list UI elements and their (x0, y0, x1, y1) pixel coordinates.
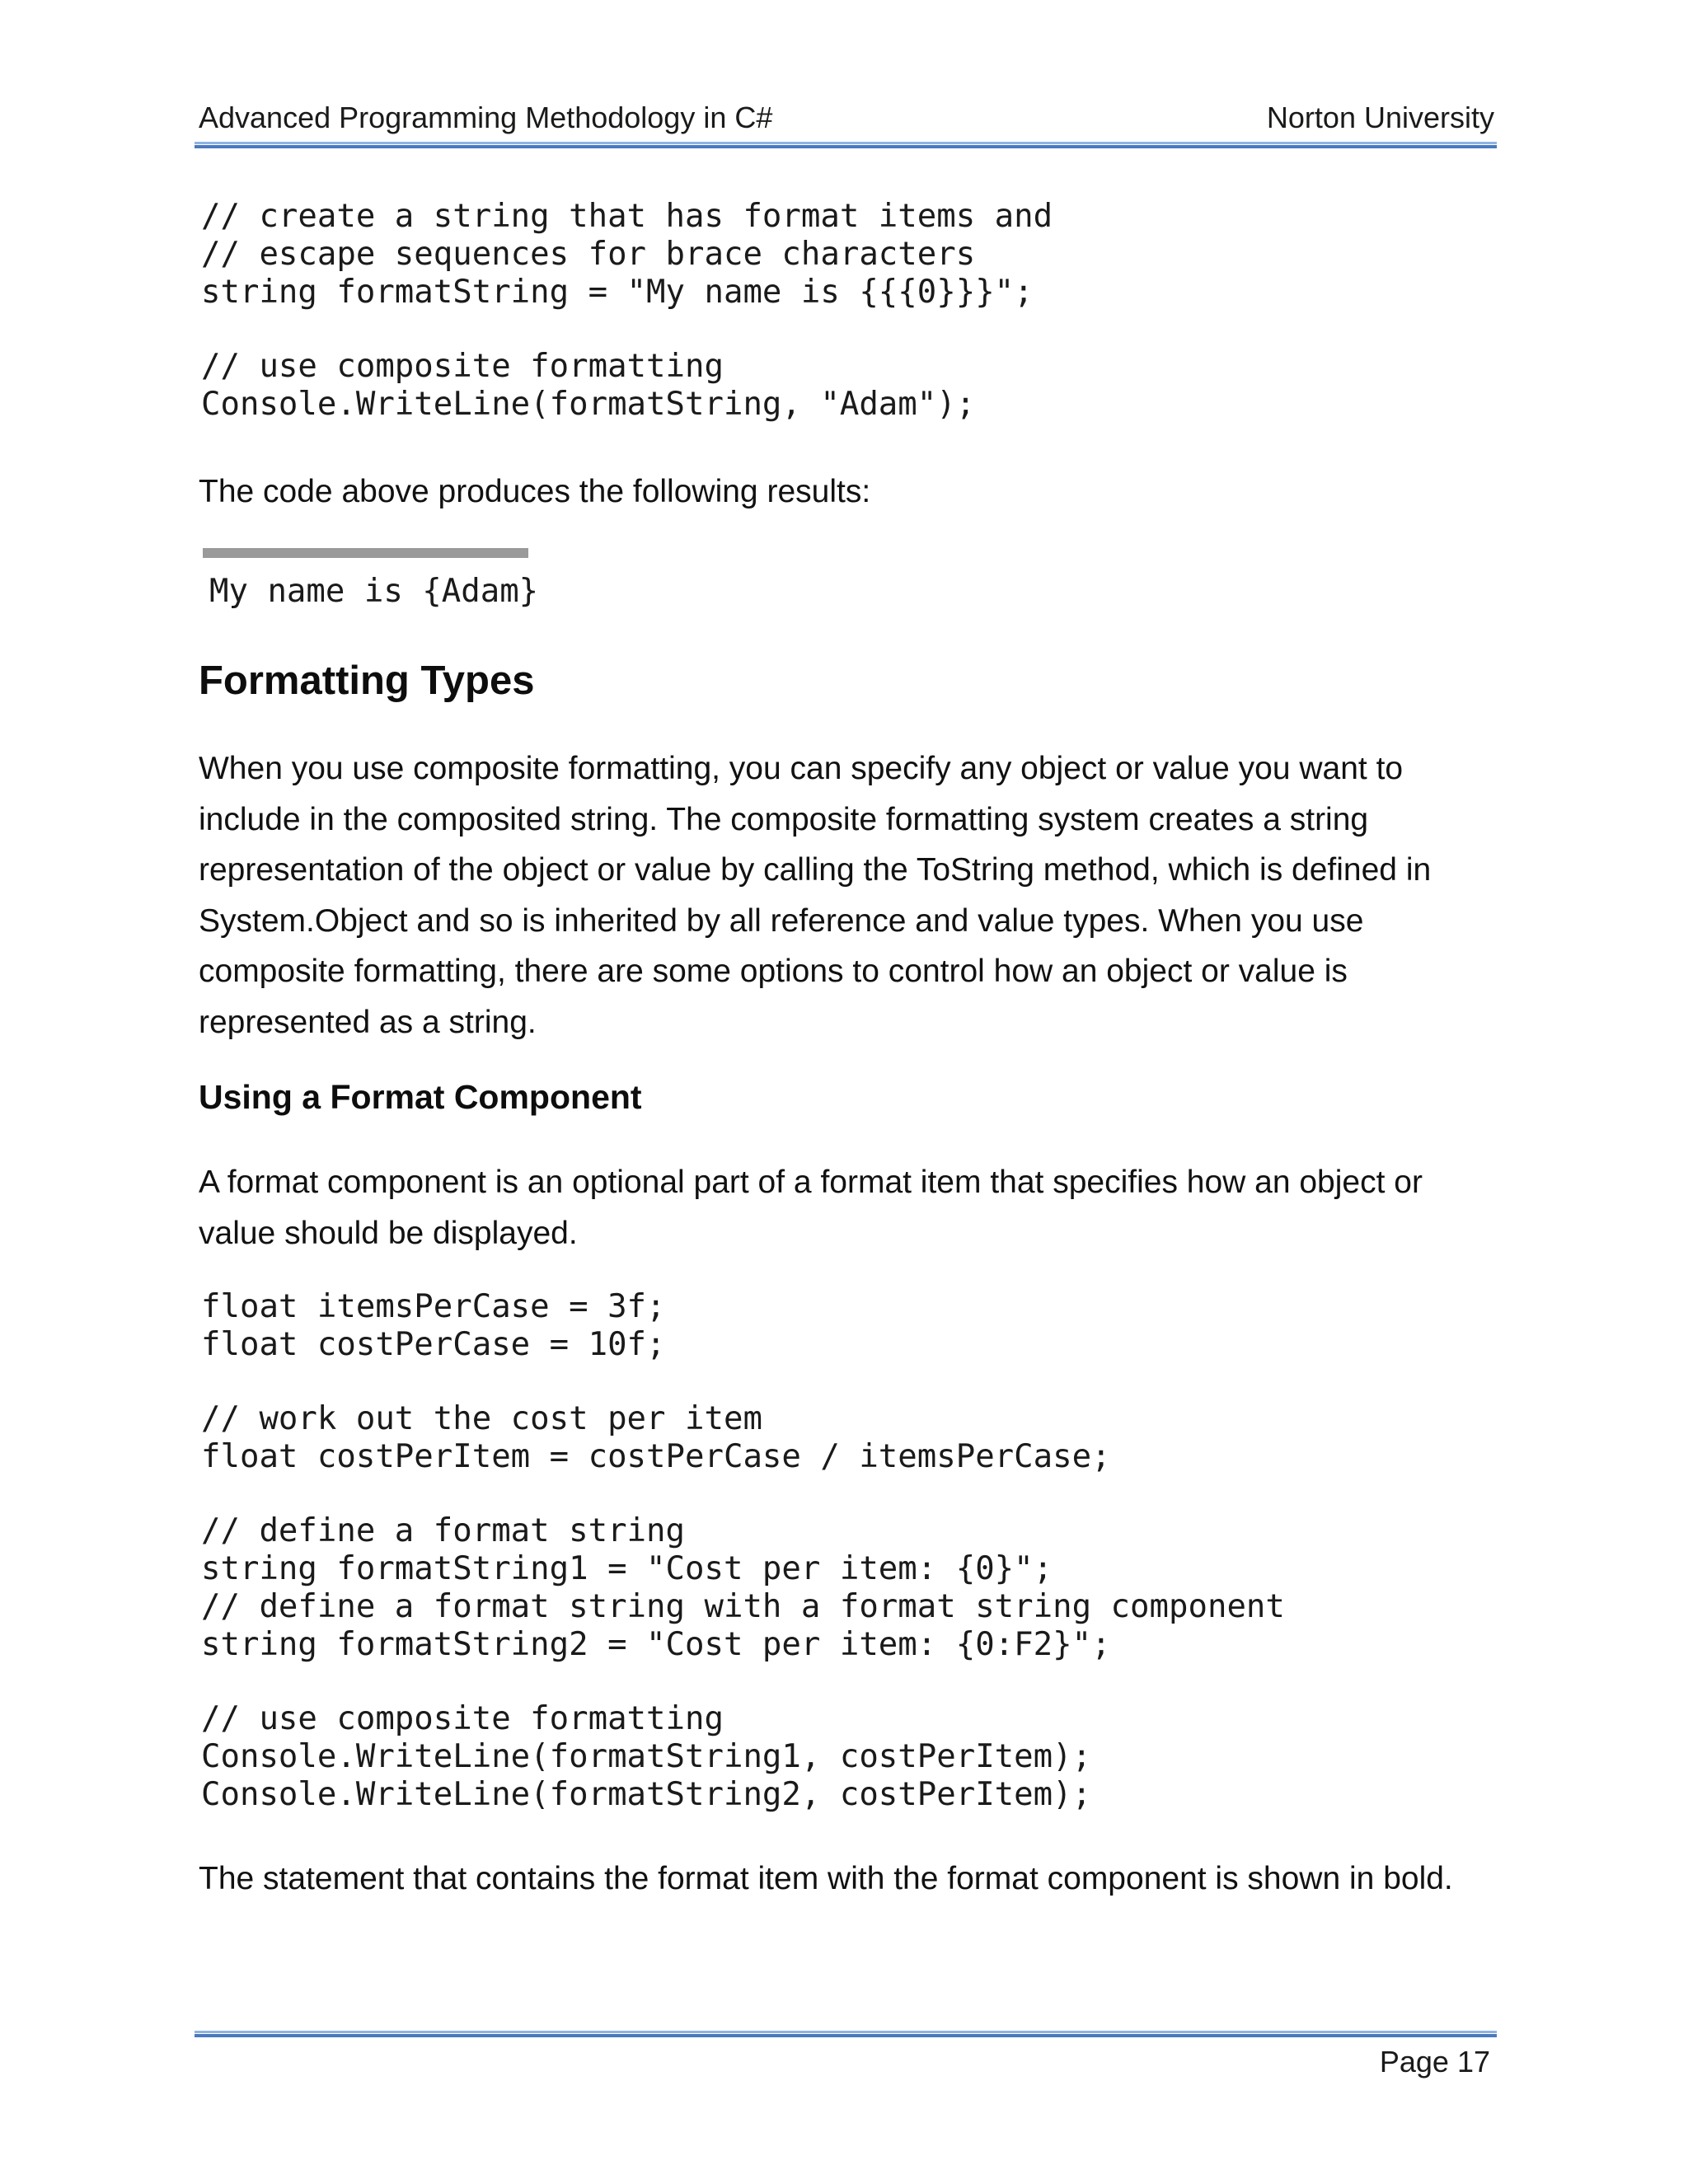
header-rule (195, 142, 1497, 148)
code-line: Console.WriteLine(formatString1, costPerItem); (201, 1738, 1092, 1775)
code-blank-line (201, 1364, 1285, 1400)
results-intro-text: The code above produces the following results: (199, 474, 871, 509)
code-line: // create a string that has format items and (201, 198, 1053, 235)
code-line: // define a format string (201, 1512, 685, 1549)
page-number: Page 17 (1379, 2045, 1490, 2079)
code-line: float costPerItem = costPerCase / itemsPerCase; (201, 1438, 1111, 1475)
section-heading: Formatting Types (199, 658, 535, 703)
header-course-title: Advanced Programming Methodology in C# (199, 101, 773, 134)
code-blank-line (201, 312, 1053, 348)
console-output (203, 548, 539, 611)
header-university: Norton University (1266, 101, 1494, 134)
code-line: // define a format string with a format string component (201, 1588, 1285, 1625)
code-line: // use composite formatting (201, 348, 724, 385)
subsection-heading: Using a Format Component (199, 1078, 642, 1116)
section-paragraph: When you use composite formatting, you can specify any object or value you want to include in the composited string. The composite formatting system creates a string representation of the object or value by calling the ToString method, which is defined in System.Object and so is inherited by all reference and value types. When you use composite formatting, there are some options to control how an object or value is represented as a string. (199, 751, 1432, 1040)
code-line: string formatString = "My name is {{{0}}}"; (201, 274, 1034, 311)
code-line: string formatString1 = "Cost per item: {0}"; (201, 1550, 1053, 1587)
code-line: // use composite formatting (201, 1700, 724, 1737)
code-line: Console.WriteLine(formatString, "Adam"); (201, 386, 976, 423)
page-header (199, 101, 1494, 142)
console-output-text: My name is {Adam} (209, 573, 539, 610)
console-output-bar (203, 548, 528, 558)
code-block-format-component (201, 1288, 1285, 1814)
code-line: float itemsPerCase = 3f; (201, 1288, 666, 1325)
closing-paragraph: The statement that contains the format item with the format component is shown in bold. (199, 1861, 1453, 1896)
code-line: Console.WriteLine(formatString2, costPerItem); (201, 1776, 1092, 1813)
code-blank-line (201, 1664, 1285, 1700)
subsection-paragraph: A format component is an optional part of a format item that specifies how an object or value should be displayed. (199, 1165, 1423, 1251)
code-line: // work out the cost per item (201, 1400, 762, 1437)
code-line: string formatString2 = "Cost per item: {0:F2}"; (201, 1626, 1111, 1663)
code-line: // escape sequences for brace characters (201, 236, 976, 273)
footer-rule (195, 2031, 1497, 2037)
code-line: float costPerCase = 10f; (201, 1326, 666, 1363)
code-block-escape-braces (201, 198, 1053, 424)
code-blank-line (201, 1476, 1285, 1512)
